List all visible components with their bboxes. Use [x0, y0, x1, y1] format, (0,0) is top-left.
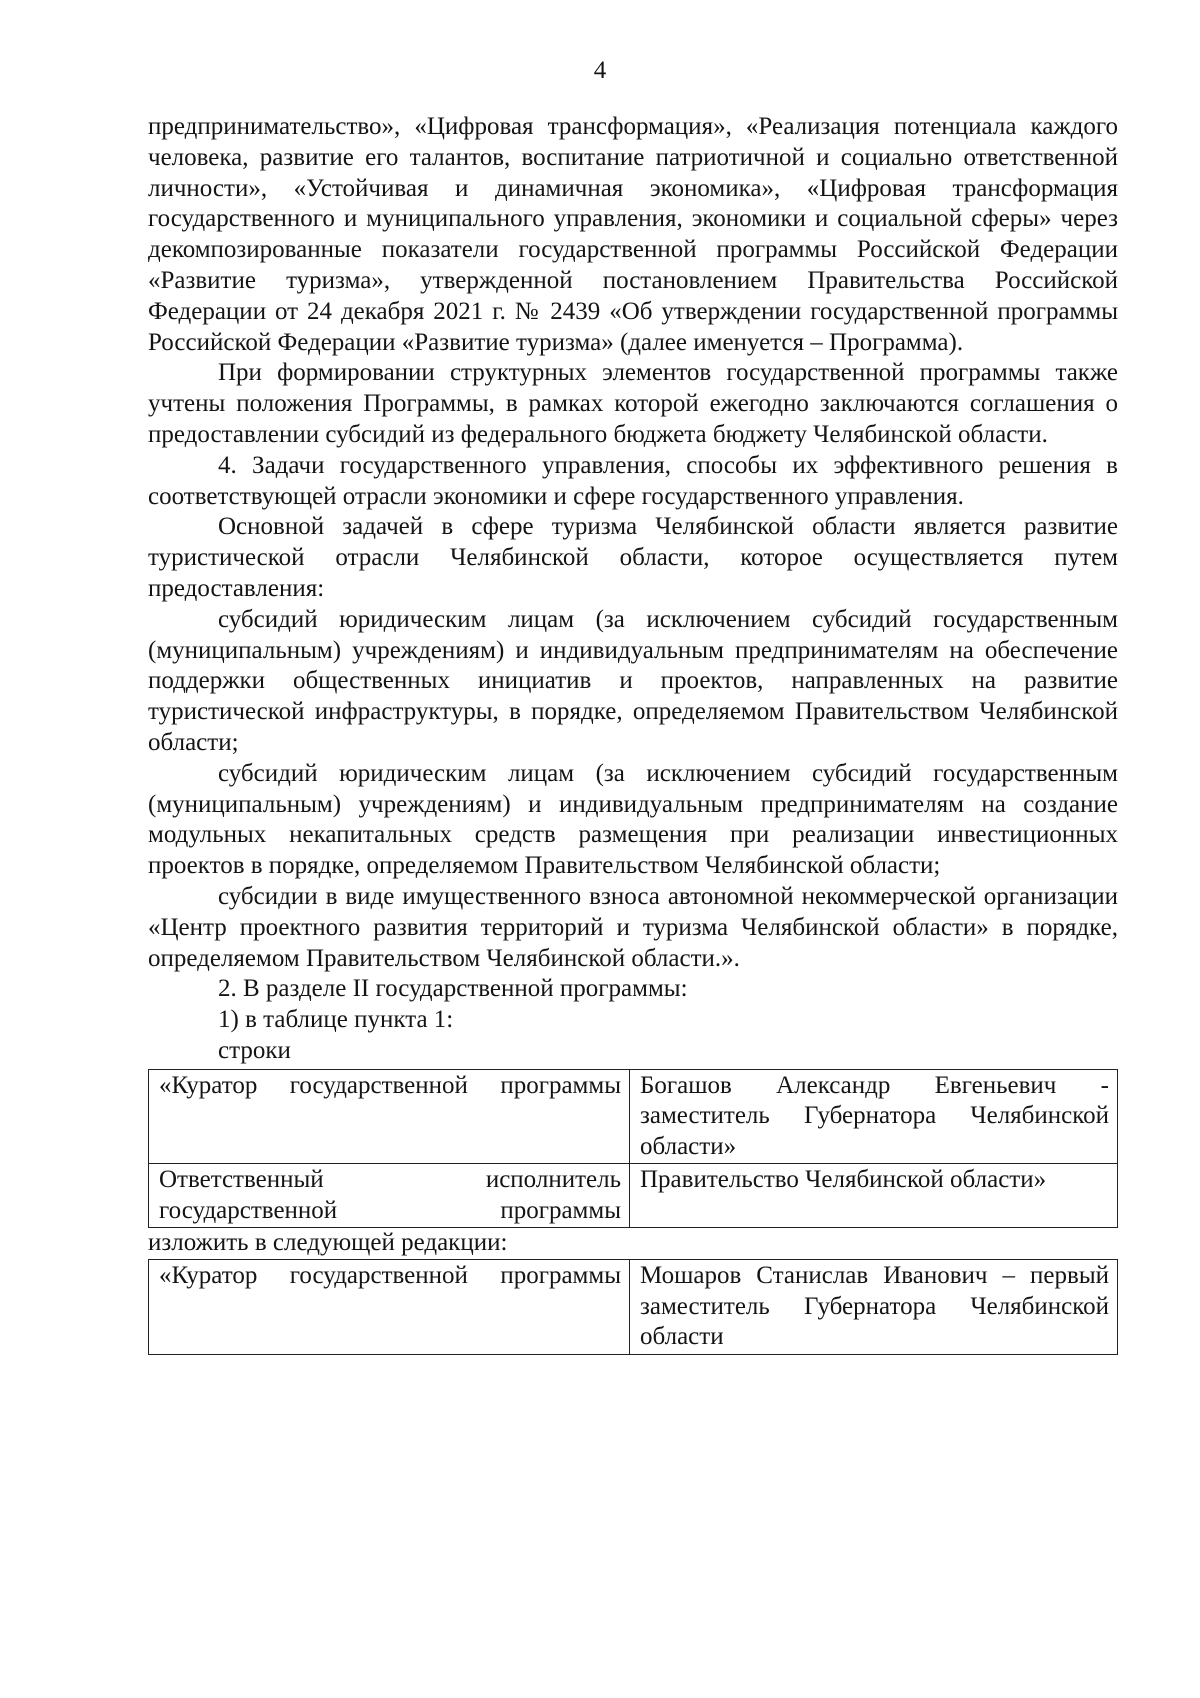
old-rows-table — [148, 1069, 1118, 1229]
paragraph-rows-label: строки — [218, 1036, 291, 1064]
page-number: 4 — [593, 57, 607, 84]
paragraph-subsidy-modular: субсидий юридическим лицам (за исключением субсидий государственным (муниципальным) учреждениям) и индивидуальным предпринимателям на создание модульных некапитальных средств размещения при реализации инвестиционных проектов в порядке, определяемом Правительством Челябинской области; — [148, 759, 1118, 880]
paragraph-subsidy-ano: субсидии в виде имущественного взноса автономной некоммерческой организации «Центр проектного развития территорий и туризма Челябинской области» в порядке, определяемом Правительством Челябинской области.». — [148, 882, 1118, 972]
table-row — [149, 1069, 1118, 1164]
table-row — [149, 1260, 1118, 1355]
new-rows-table — [148, 1259, 1118, 1355]
paragraph-subsidy-infrastructure: субсидий юридическим лицам (за исключением субсидий государственным (муниципальным) учреждениям) и индивидуальным предпринимателям на обеспечение поддержки общественных инициатив и проектов, направленных на развитие туристической инфраструктуры, в порядке, определяемом Правительством Челябинской области; — [148, 605, 1118, 756]
paragraph-table-item: 1) в таблице пункта 1: — [218, 1006, 454, 1034]
table-cell-value: Правительство Челябинской области» — [630, 1164, 1118, 1228]
table-cell-value: Богашов Александр Евгеньевич - заместитель Губернатора Челябинской области» — [630, 1069, 1118, 1164]
table-cell-label: «Куратор государственной программы — [149, 1260, 630, 1355]
table-cell-label: «Куратор государственной программы — [149, 1069, 630, 1164]
table-cell-value: Мошаров Станислав Иванович – первый заместитель Губернатора Челябинской области — [630, 1260, 1118, 1355]
table-cell-label: Ответственный исполнитель государственной программы — [149, 1164, 630, 1228]
paragraph-section-4-heading: 4. Задачи государственного управления, способы их эффективного решения в соответствующей отрасли экономики и сфере государственного управления. — [148, 451, 1118, 510]
paragraph-structural-elements: При формировании структурных элементов государственной программы также учтены положения Программы, в рамках которой ежегодно заключаются соглашения о предоставлении субсидий из федерального бюджета бюджету Челябинской области. — [148, 359, 1118, 448]
paragraph-main-task: Основной задачей в сфере туризма Челябинской области является развитие туристической отрасли Челябинской области, которое осуществляется путем предоставления: — [148, 513, 1118, 602]
document-body — [148, 112, 1118, 1355]
paragraph-goals-continuation: предпринимательство», «Цифровая трансформация», «Реализация потенциала каждого человека, развитие его талантов, воспитание патриотичной и социально ответственной личности», «Устойчивая и динамичная экономика», «Цифровая трансформация государственного и муниципального управления, экономики и социальной сферы» через декомпозированные показатели государственной программы Российской Федерации «Развитие туризма», утвержденной постановлением Правительства Российской Федерации от 24 декабря 2021 г. № 2439 «Об утверждении государственной программы Российской Федерации «Развитие туризма» (далее именуется – Программа). — [148, 113, 1118, 356]
new-wording-label: изложить в следующей редакции: — [148, 1229, 508, 1257]
table-row — [149, 1164, 1118, 1228]
paragraph-section-ii: 2. В разделе II государственной программы: — [218, 975, 688, 1003]
